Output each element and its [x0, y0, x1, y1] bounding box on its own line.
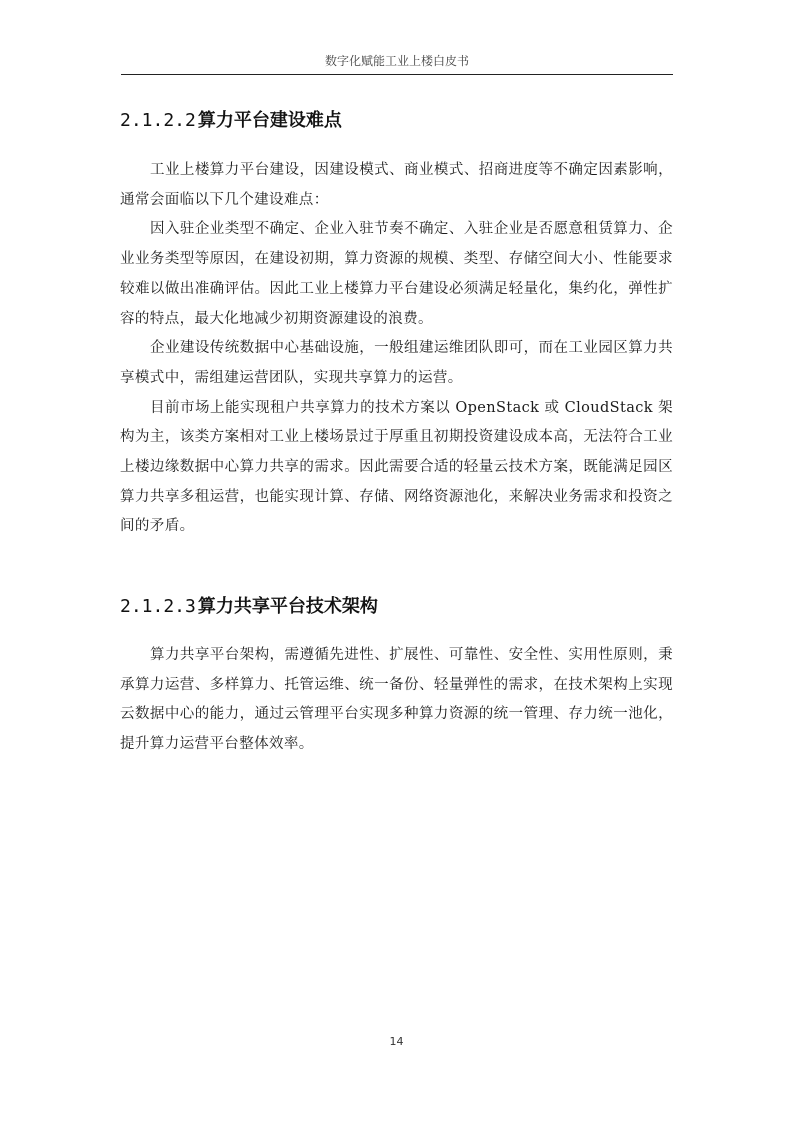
section-number: 2.1.2.3 — [120, 596, 196, 617]
page-number: 14 — [389, 1035, 404, 1048]
section-body-2-1-2-2 — [120, 156, 673, 542]
header-divider — [121, 74, 673, 75]
running-header: 数字化赋能工业上楼白皮书 — [324, 54, 469, 68]
section-title: 算力平台建设难点 — [197, 110, 342, 131]
body-paragraph: 企业建设传统数据中心基础设施，一般组建运维团队即可，而在工业园区算力共享模式中，需组建运营团队，实现共享算力的运营。 — [120, 340, 673, 386]
body-paragraph: 工业上楼算力平台建设，因建设模式、商业模式、招商进度等不确定因素影响，通常会面临以下几个建设难点： — [120, 162, 673, 208]
section-title: 算力共享平台技术架构 — [197, 596, 378, 617]
section-body-2-1-2-3 — [120, 641, 673, 760]
body-paragraph: 目前市场上能实现租户共享算力的技术方案以 OpenStack 或 CloudStack 架构为主，该类方案相对工业上楼场景过于厚重且初期投资建设成本高，无法符合工业上楼边缘数据中心算力共享的需求。因此需要合适的轻量云技术方案，既能满足园区算力共享多租运营，也能实现计算、存储、网络资源池化，来解决业务需求和投资之间的矛盾。 — [120, 399, 673, 535]
section-number: 2.1.2.2 — [120, 110, 196, 131]
body-paragraph: 因入驻企业类型不确定、企业入驻节奏不确定、入驻企业是否愿意租赁算力、企业业务类型等原因，在建设初期，算力资源的规模、类型、存储空间大小、性能要求较难以做出准确评估。因此工业上楼算力平台建设必须满足轻量化，集约化，弹性扩容的特点，最大化地减少初期资源建设的浪费。 — [120, 221, 673, 327]
section-heading-2-1-2-2 — [120, 106, 342, 132]
section-heading-2-1-2-3 — [120, 592, 378, 618]
body-paragraph: 算力共享平台架构，需遵循先进性、扩展性、可靠性、安全性、实用性原则，秉承算力运营、多样算力、托管运维、统一备份、轻量弹性的需求，在技术架构上实现云数据中心的能力，通过云管理平台实现多种算力资源的统一管理、存力统一池化，提升算力运营平台整体效率。 — [120, 647, 673, 753]
